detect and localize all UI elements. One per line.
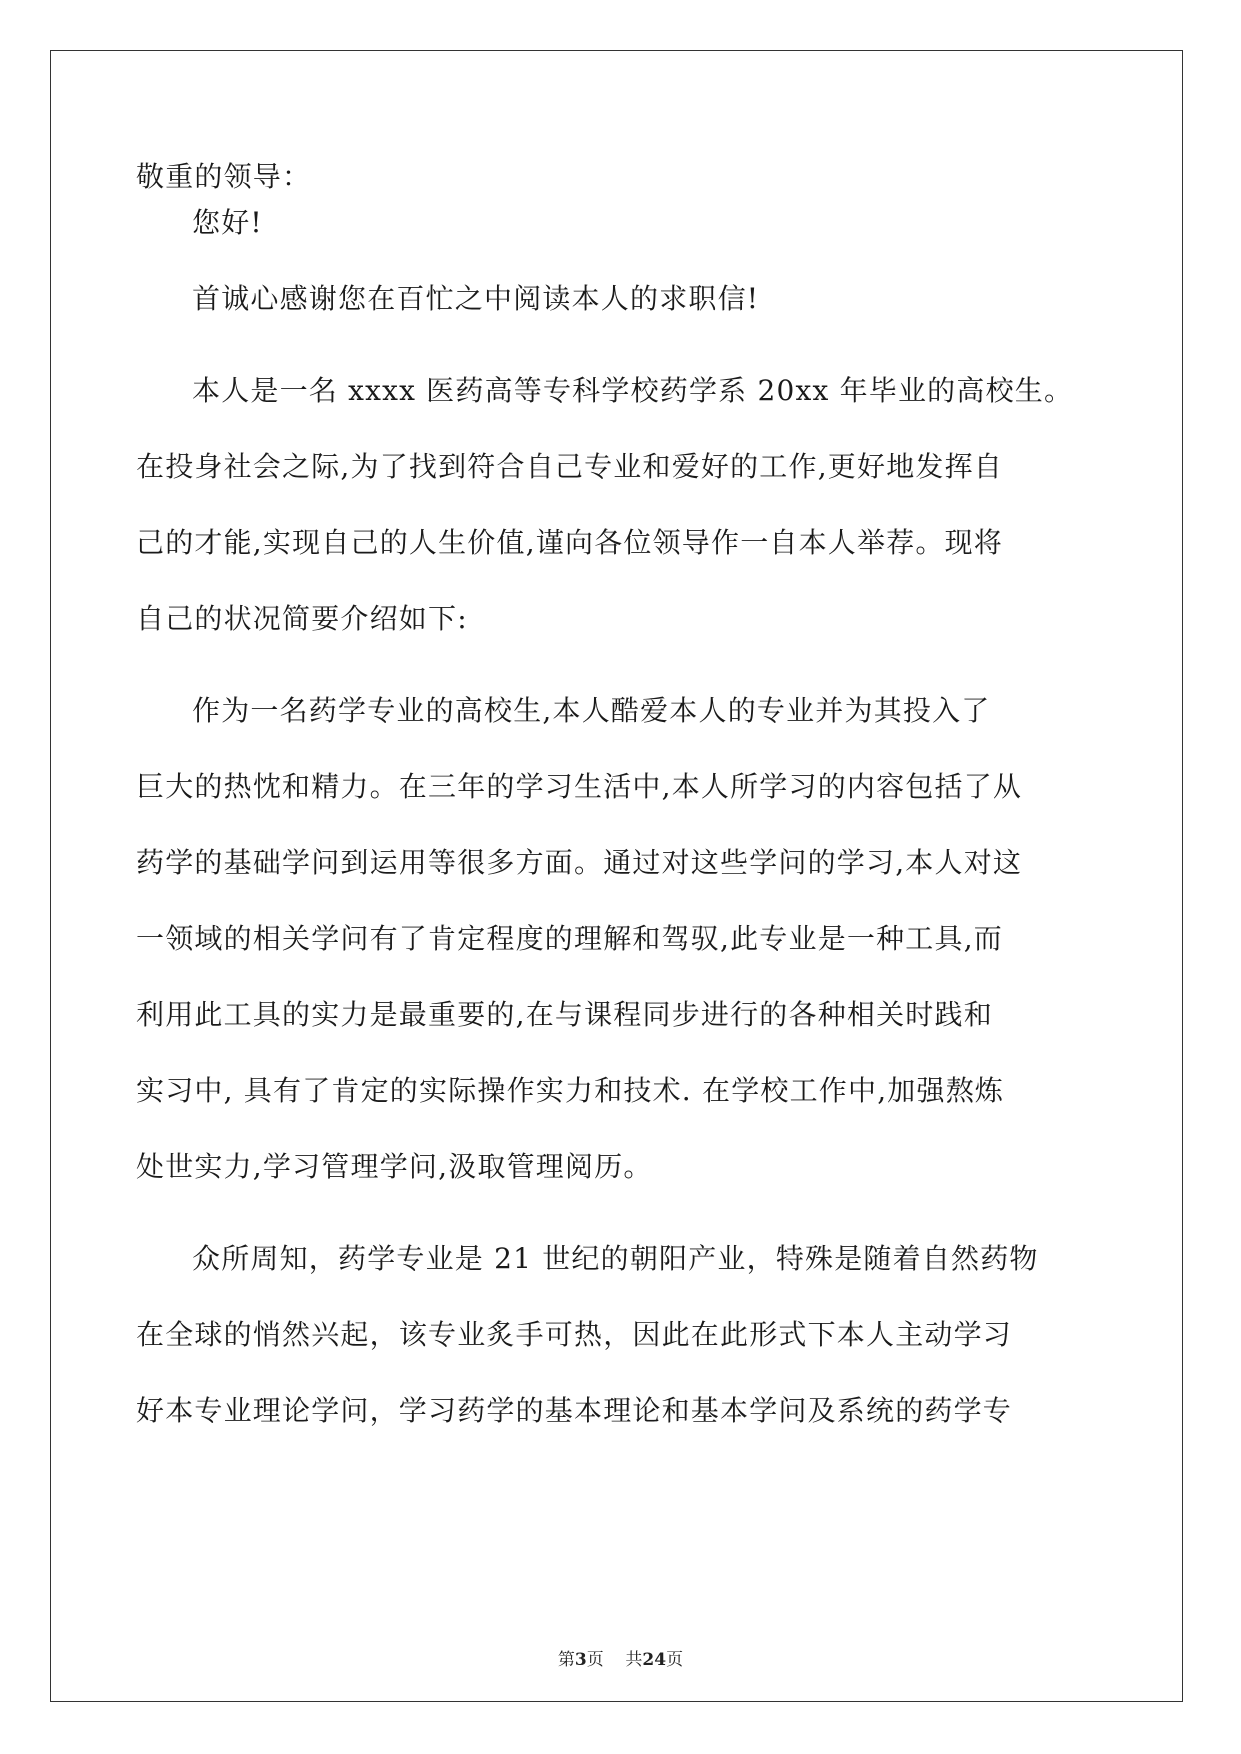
paragraph-line: 药学的基础学问到运用等很多方面。通过对这些学问的学习,本人对这 [136, 846, 1023, 879]
footer-total-prefix: 共 [625, 1650, 643, 1670]
greeting: 您好! [192, 206, 263, 239]
paragraph-line: 好本专业理论学问，学习药学的基本理论和基本学问及系统的药学专 [136, 1394, 1013, 1427]
paragraph-line: 在投身社会之际,为了找到符合自己专业和爱好的工作,更好地发挥自 [136, 450, 1004, 483]
paragraph-line: 利用此工具的实力是最重要的,在与课程同步进行的各种相关时践和 [136, 998, 993, 1031]
paragraph-line: 首诚心感谢您在百忙之中阅读本人的求职信! [192, 282, 760, 315]
footer-total-unit: 页 [666, 1650, 684, 1670]
footer-prefix: 第 [557, 1650, 575, 1670]
paragraph-line: 实习中, 具有了肯定的实际操作实力和技术. 在学校工作中,加强熬炼 [136, 1074, 1005, 1107]
salutation: 敬重的领导： [136, 160, 312, 193]
paragraph-line: 在全球的悄然兴起，该专业炙手可热，因此在此形式下本人主动学习 [136, 1318, 1013, 1351]
paragraph-line: 巨大的热忱和精力。在三年的学习生活中,本人所学习的内容包括了从 [136, 770, 1023, 803]
page-number: 3 [574, 1650, 587, 1670]
paragraph-line: 自己的状况简要介绍如下: [136, 602, 468, 635]
paragraph-line: 处世实力,学习管理学问,汲取管理阅历。 [136, 1150, 653, 1183]
page-footer [0, 1645, 1241, 1670]
paragraph-line: 作为一名药学专业的高校生,本人酷爱本人的专业并为其投入了 [192, 694, 991, 727]
paragraph-line: 一领域的相关学问有了肯定程度的理解和驾驭,此专业是一种工具,而 [136, 922, 1004, 955]
total-pages: 24 [642, 1650, 667, 1670]
paragraph-line: 众所周知，药学专业是 21 世纪的朝阳产业，特殊是随着自然药物 [192, 1242, 1039, 1275]
paragraph-line: 己的才能,实现自己的人生价值,谨向各位领导作一自本人举荐。现将 [136, 526, 1004, 559]
footer-page-unit: 页 [586, 1650, 604, 1670]
paragraph-line: 本人是一名 xxxx 医药高等专科学校药学系 20xx 年毕业的高校生。 [192, 374, 1074, 407]
